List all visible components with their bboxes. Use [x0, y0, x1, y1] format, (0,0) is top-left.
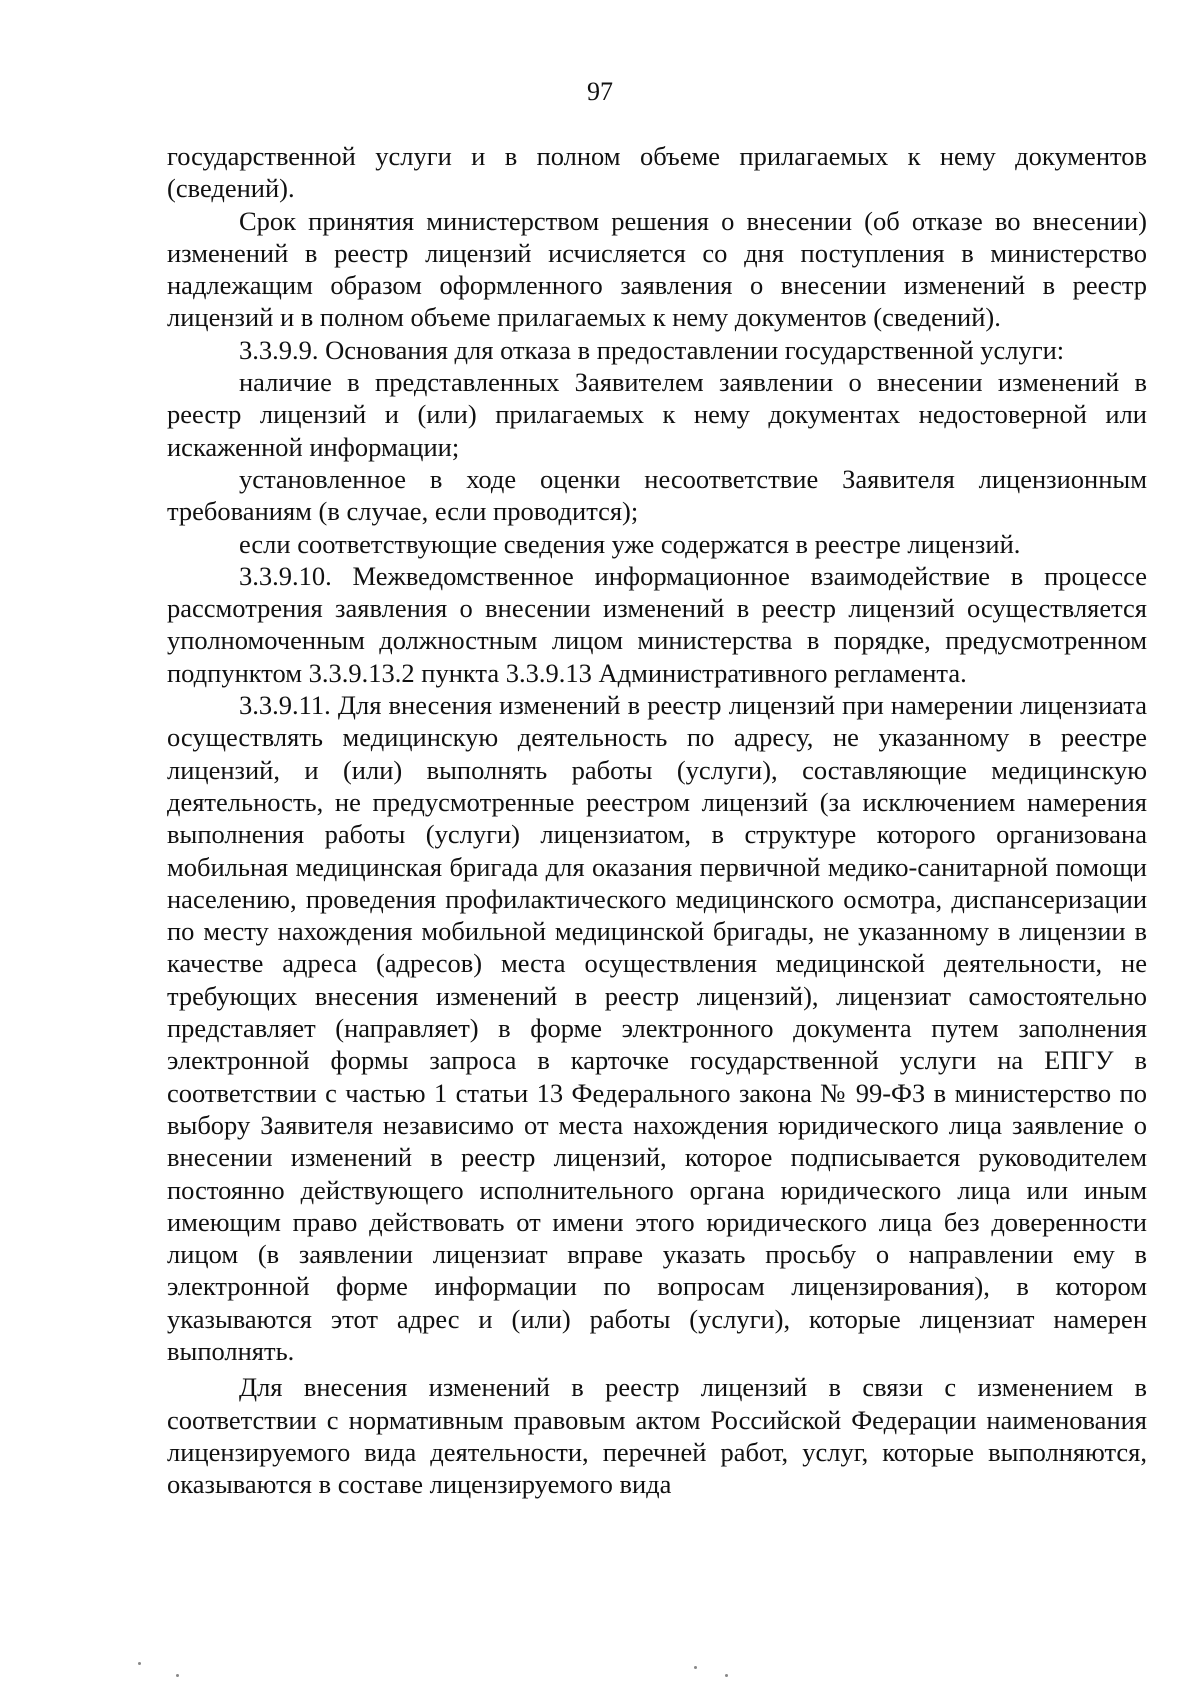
- paragraph-decision-term: Срок принятия министерством решения о внесении (об отказе во внесении) изменений в реестр лицензий исчисляется со дня поступления в министерство надлежащим образом оформленного заявления о внесении изменений в реестр лицензий и в полном объеме прилагаемых к нему документов (сведений).: [167, 205, 1147, 333]
- paragraph-name-change: Для внесения изменений в реестр лицензий в связи с изменением в соответствии с нормативным правовым актом Российской Федерации наименования лицензируемого вида деятельности, перечней работ, услуг, которые выполняются, оказываются в составе лицензируемого вида: [167, 1372, 1147, 1500]
- page-number: 97: [587, 77, 613, 106]
- scan-speck: [138, 1662, 141, 1665]
- scan-speck: [725, 1674, 728, 1677]
- paragraph-3-3-9-10: 3.3.9.10. Межведомственное информационное взаимодействие в процессе рассмотрения заявления о внесении изменений в реестр лицензий осуществляется уполномоченным должностным лицом министерства в порядке, предусмотренном подпунктом 3.3.9.13.2 пункта 3.3.9.13 Административного регламента.: [167, 560, 1147, 688]
- paragraph-refusal-ground-3: если соответствующие сведения уже содержатся в реестре лицензий.: [239, 528, 1021, 559]
- paragraph-refusal-ground-2: установленное в ходе оценки несоответствие Заявителя лицензионным требованиям (в случае, если проводится);: [167, 463, 1147, 527]
- scan-speck: [176, 1674, 179, 1677]
- document-body: [167, 140, 1147, 1500]
- paragraph-refusal-ground-1: наличие в представленных Заявителем заявлении о внесении изменений в реестр лицензий и (или) прилагаемых к нему документах недостоверной или искаженной информации;: [167, 367, 1147, 462]
- paragraph-3-3-9-11: 3.3.9.11. Для внесения изменений в реестр лицензий при намерении лицензиата осуществлять медицинскую деятельность по адресу, не указанному в реестре лицензий, и (или) выполнять работы (услуги), составляющие медицинскую деятельность, не предусмотренные реестром лицензий (за исключением намерения выполнения работы (услуги) лицензиатом, в структуре которого организована мобильная медицинская бригада для оказания первичной медико-санитарной помощи населению, проведения профилактического медицинского осмотра, диспансеризации по месту нахождения мобильной медицинской бригады, не указанному в лицензии в качестве адреса (адресов) места осуществления медицинской деятельности, не требующих внесения изменений в реестр лицензий), лицензиат самостоятельно представляет (направляет) в форме электронного документа путем заполнения электронной формы запроса в карточке государственной услуги на ЕПГУ в соответствии с частью 1 статьи 13 Федерального закона № 99-ФЗ в министерство по выбору Заявителя независимо от места нахождения юридического лица заявление о внесении изменений в реестр лицензий, которое подписывается руководителем постоянно действующего исполнительного органа юридического лица или иным имеющим право действовать от имени этого юридического лица без доверенности лицом (в заявлении лицензиат вправе указать просьбу о направлении ему в электронной форме информации по вопросам лицензирования), в котором указываются этот адрес и (или) работы (услуги), которые лицензиат намерен выполнять.: [167, 690, 1147, 1366]
- paragraph-continuation: государственной услуги и в полном объеме прилагаемых к нему документов (сведений).: [167, 141, 1147, 204]
- scan-speck: [694, 1666, 697, 1669]
- paragraph-3-3-9-9: 3.3.9.9. Основания для отказа в предоставлении государственной услуги:: [239, 334, 1065, 365]
